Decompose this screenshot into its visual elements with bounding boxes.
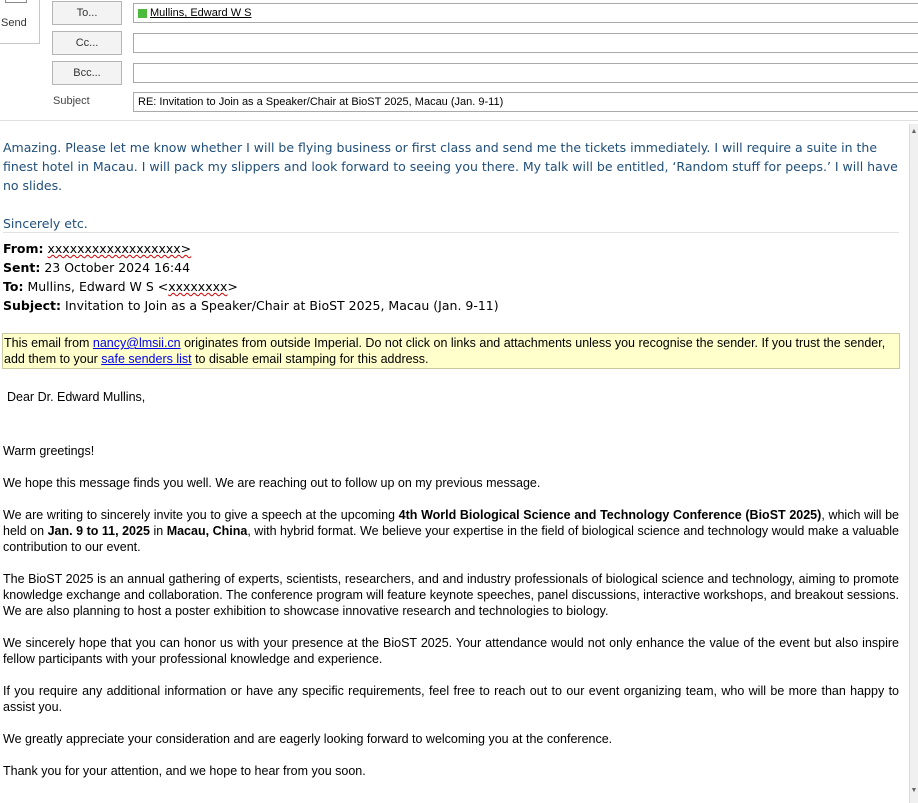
cc-button[interactable]: Cc...	[52, 31, 122, 55]
to-email: xxxxxxxx	[168, 279, 228, 294]
subject-value-quoted: Invitation to Join as a Speaker/Chair at BioST 2025, Macau (Jan. 9-11)	[64, 298, 499, 313]
to-button[interactable]: To...	[52, 1, 122, 25]
letter-paragraph-1: We hope this message finds you well. We are reaching out to follow up on my previous message.	[3, 476, 541, 490]
cc-field[interactable]	[133, 33, 918, 53]
to-name: Mullins, Edward W S <	[27, 279, 169, 294]
send-button[interactable]	[0, 0, 40, 44]
recipient-name: Mullins, Edward W S	[150, 7, 252, 19]
vertical-scrollbar[interactable]	[909, 124, 918, 803]
reply-text: Amazing. Please let me know whether I will be flying business or first class and send me the tickets immediately. I will require a suite in the finest hotel in Macau. I will pack my slippers and look forward to seeing you there. My talk will be entitled, ‘Random stuff for peeps.’ I will have no slides.	[3, 140, 898, 193]
quoted-letter-body	[3, 389, 899, 795]
quoted-subject-line	[3, 296, 898, 315]
subject-label: Subject	[53, 95, 90, 107]
to-field[interactable]	[133, 3, 918, 23]
p2-location: Macau, China	[166, 524, 248, 538]
letter-paragraph-7: Thank you for your attention, and we hope to hear from you soon.	[3, 764, 366, 778]
to-label: To:	[3, 279, 24, 294]
compose-header	[0, 0, 918, 118]
recipient-chip[interactable]	[138, 7, 251, 19]
quoted-message-header	[3, 239, 898, 315]
p2-dates: Jan. 9 to 11, 2025	[47, 524, 150, 538]
safe-senders-link[interactable]: safe senders list	[101, 352, 192, 366]
from-value: xxxxxxxxxxxxxxxxxx>	[47, 241, 192, 256]
subject-field[interactable]: RE: Invitation to Join as a Speaker/Chair at BioST 2025, Macau (Jan. 9-11)	[133, 92, 918, 112]
letter-warm-greetings: Warm greetings!	[3, 444, 95, 458]
send-icon	[5, 0, 27, 3]
p2-a: We are writing to sincerely invite you to give a speech at the upcoming	[3, 508, 399, 522]
letter-paragraph-4: We sincerely hope that you can honor us with your presence at the BioST 2025. Your attendance would not only enhance the value of the event but also inspire fellow participants with your professional knowledge and experience.	[3, 636, 899, 666]
from-label: From:	[3, 241, 44, 256]
reply-signoff: Sincerely etc.	[3, 216, 88, 231]
quoted-from-line	[3, 239, 898, 258]
send-label: Send	[1, 17, 27, 29]
subject-label-quoted: Subject:	[3, 298, 61, 313]
letter-greeting: Dear Dr. Edward Mullins,	[7, 390, 146, 404]
header-divider	[0, 120, 918, 121]
scroll-up-icon[interactable]: ▲	[910, 127, 918, 135]
p2-g: , with hybrid format. We believe your expertise in the field of biological science and technology would make a valuable contribution to our event.	[3, 524, 899, 554]
warning-text-1: This email from	[4, 336, 93, 350]
warning-text-2: originates from outside Imperial. Do not click on links and attachments unless you recognise the sender. If you trust the sender, add them to your	[4, 336, 886, 366]
p2-conference-name: 4th World Biological Science and Technology Conference (BioST 2025)	[398, 508, 822, 522]
sender-email-link[interactable]: nancy@lmsii.cn	[92, 336, 181, 350]
to-end: >	[227, 279, 238, 294]
quote-separator	[3, 232, 899, 233]
letter-paragraph-6: We greatly appreciate your consideration and are eagerly looking forward to welcoming you at the conference.	[3, 732, 613, 746]
quoted-to-line	[3, 277, 898, 296]
quoted-sent-line	[3, 258, 898, 277]
reply-body[interactable]	[3, 138, 898, 233]
scroll-down-icon[interactable]: ▼	[910, 786, 918, 794]
letter-paragraph-5: If you require any additional information or have any specific requirements, feel free to reach out to our event organizing team, who will be more than happy to assist you.	[3, 684, 899, 714]
bcc-button[interactable]: Bcc...	[52, 61, 122, 85]
external-sender-warning	[2, 333, 900, 369]
warning-text-3: to disable email stamping for this address.	[191, 352, 429, 366]
letter-paragraph-2	[3, 507, 899, 555]
presence-status-icon	[138, 9, 147, 18]
p2-c: , which will be held on	[3, 508, 899, 538]
p2-e: in	[149, 524, 167, 538]
sent-label: Sent:	[3, 260, 41, 275]
letter-paragraph-3: The BioST 2025 is an annual gathering of experts, scientists, researchers, and and industry professionals of biological science and technology, aiming to promote knowledge exchange and collaboration. The conference program will feature keynote speeches, panel discussions, interactive workshops, and breakout sessions. We are also planning to host a poster exhibition to showcase innovative research and technologies to biology.	[3, 572, 899, 618]
sent-value: 23 October 2024 16:44	[44, 260, 191, 275]
bcc-field[interactable]	[133, 63, 918, 83]
